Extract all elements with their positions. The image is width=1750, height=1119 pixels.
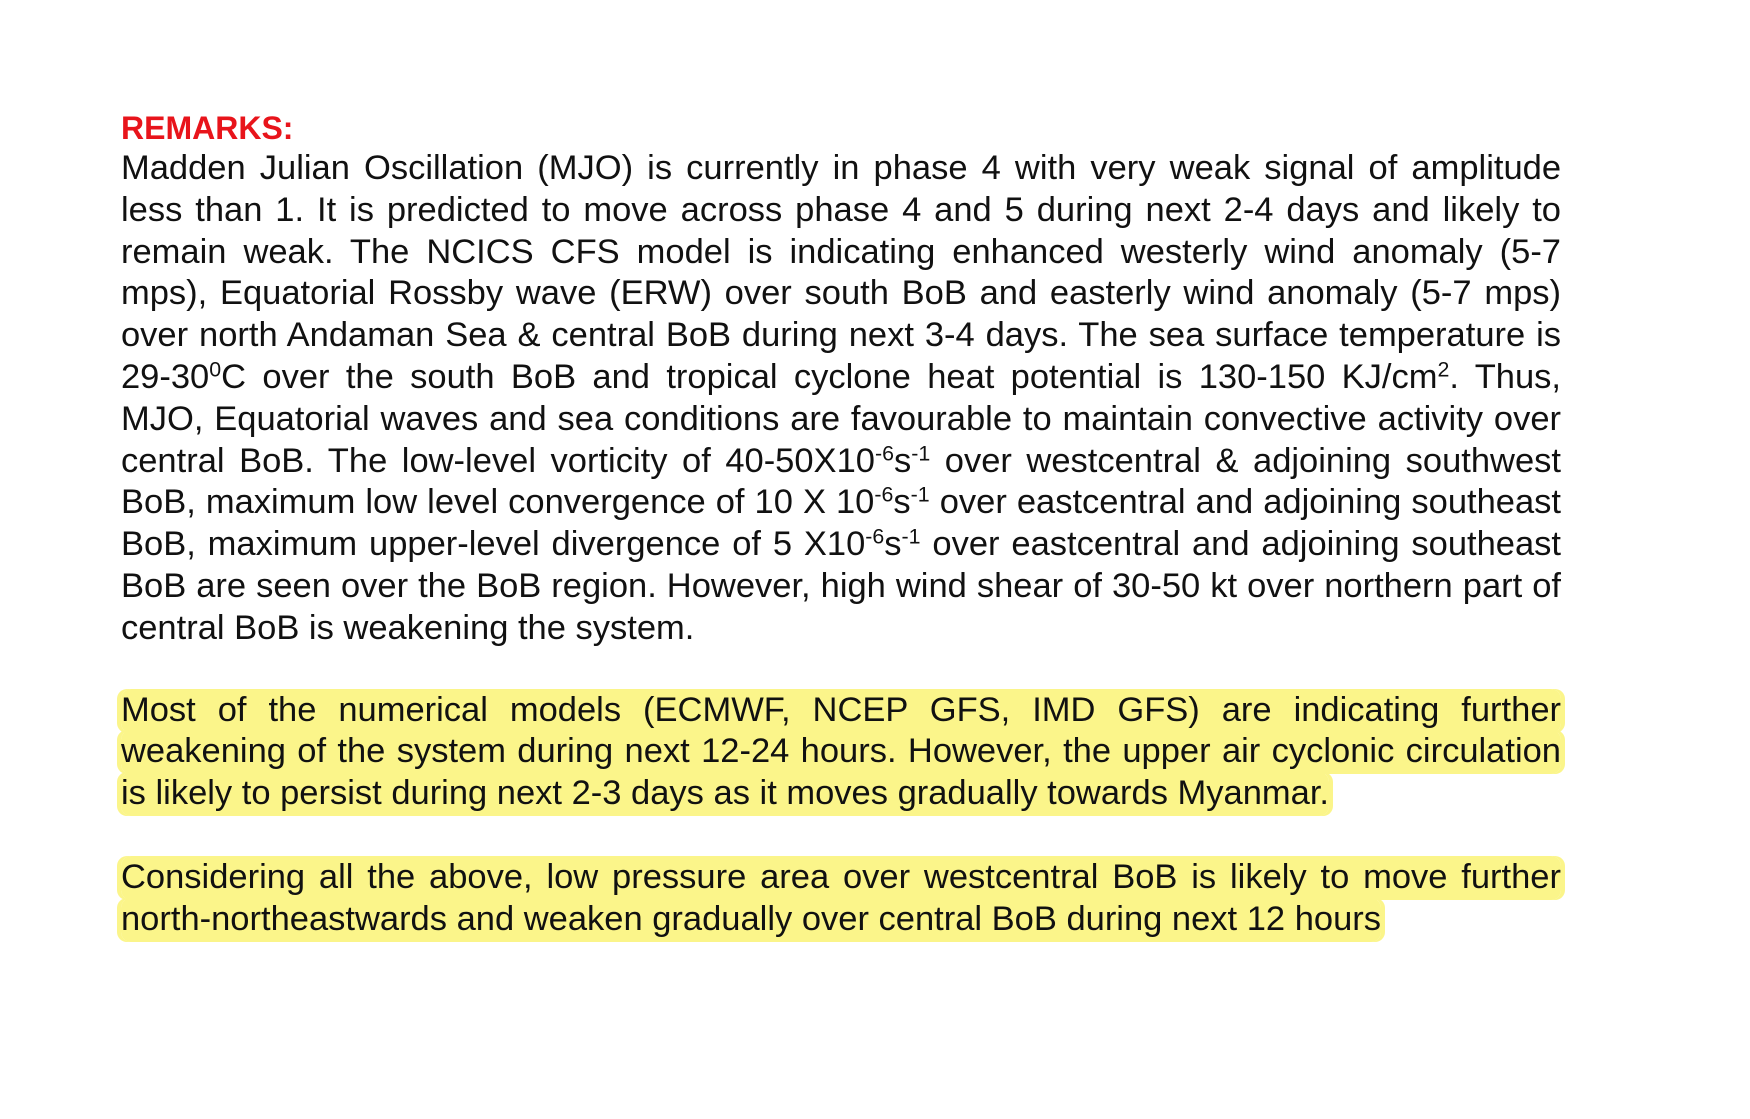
remarks-paragraph-models (121, 690, 1561, 815)
superscript: 2 (1437, 357, 1450, 382)
paragraph-text: Madden Julian Oscillation (MJO) is currently in phase 4 with very weak signal of amplitude less than 1. It is predicted to move across phase 4 and 5 during next 2-4 days and likely to remain weak. The NCICS CFS model is indicating enhanced westerly wind anomaly (5-7 mps), Equatorial Rossby wave (ERW) over south BoB and easterly wind anomaly (5-7 mps) over north Andaman Sea & central BoB during next 3-4 days. The sea surface temperature is 29-30 (121, 149, 1561, 396)
paragraph-text: s (893, 441, 912, 480)
paragraph-text: . Thus, MJO, Equatorial waves and sea conditions are favourable to maintain convective activity over central BoB. The low-level vorticity of 40-50X10 (121, 357, 1561, 480)
remarks-paragraph-conclusion (121, 857, 1561, 941)
superscript: -6 (874, 440, 894, 465)
superscript: -1 (910, 482, 930, 507)
superscript: -6 (874, 482, 894, 507)
remarks-heading: REMARKS: (121, 110, 294, 146)
remarks-paragraph-mjo (121, 148, 1561, 650)
superscript: 0 (209, 357, 222, 382)
highlighted-text: Considering all the above, low pressure area over westcentral BoB is likely to move further north-northeastwards and weaken gradually over central BoB during next 12 hours (121, 856, 1561, 942)
superscript: -6 (865, 524, 885, 549)
paragraph-text: over westcentral & adjoining southwest BoB, maximum low level convergence of 10 X 10 (121, 441, 1561, 522)
highlighted-text: Most of the numerical models (ECMWF, NCEP GFS, IMD GFS) are indicating further weakening of the system during next 12-24 hours. However, the upper air cyclonic circulation is likely to persist during next 2-3 days as it moves gradually towards Myanmar. (121, 689, 1561, 817)
paragraph-spacer (121, 815, 1561, 857)
paragraph-text: over eastcentral and adjoining southeast BoB, maximum upper-level divergence of 5 X10 (121, 483, 1561, 564)
paragraph-text: over eastcentral and adjoining southeast BoB are seen over the BoB region. However, high wind shear of 30-50 kt over northern part of central BoB is weakening the system. (121, 525, 1561, 647)
paragraph-spacer (121, 650, 1561, 690)
document-page (121, 108, 1561, 941)
superscript: -1 (911, 440, 931, 465)
superscript: -1 (901, 524, 921, 549)
paragraph-text: s (884, 525, 902, 564)
paragraph-text: C over the south BoB and tropical cyclone heat potential is 130-150 KJ/cm (221, 357, 1438, 396)
paragraph-text: s (893, 483, 911, 522)
